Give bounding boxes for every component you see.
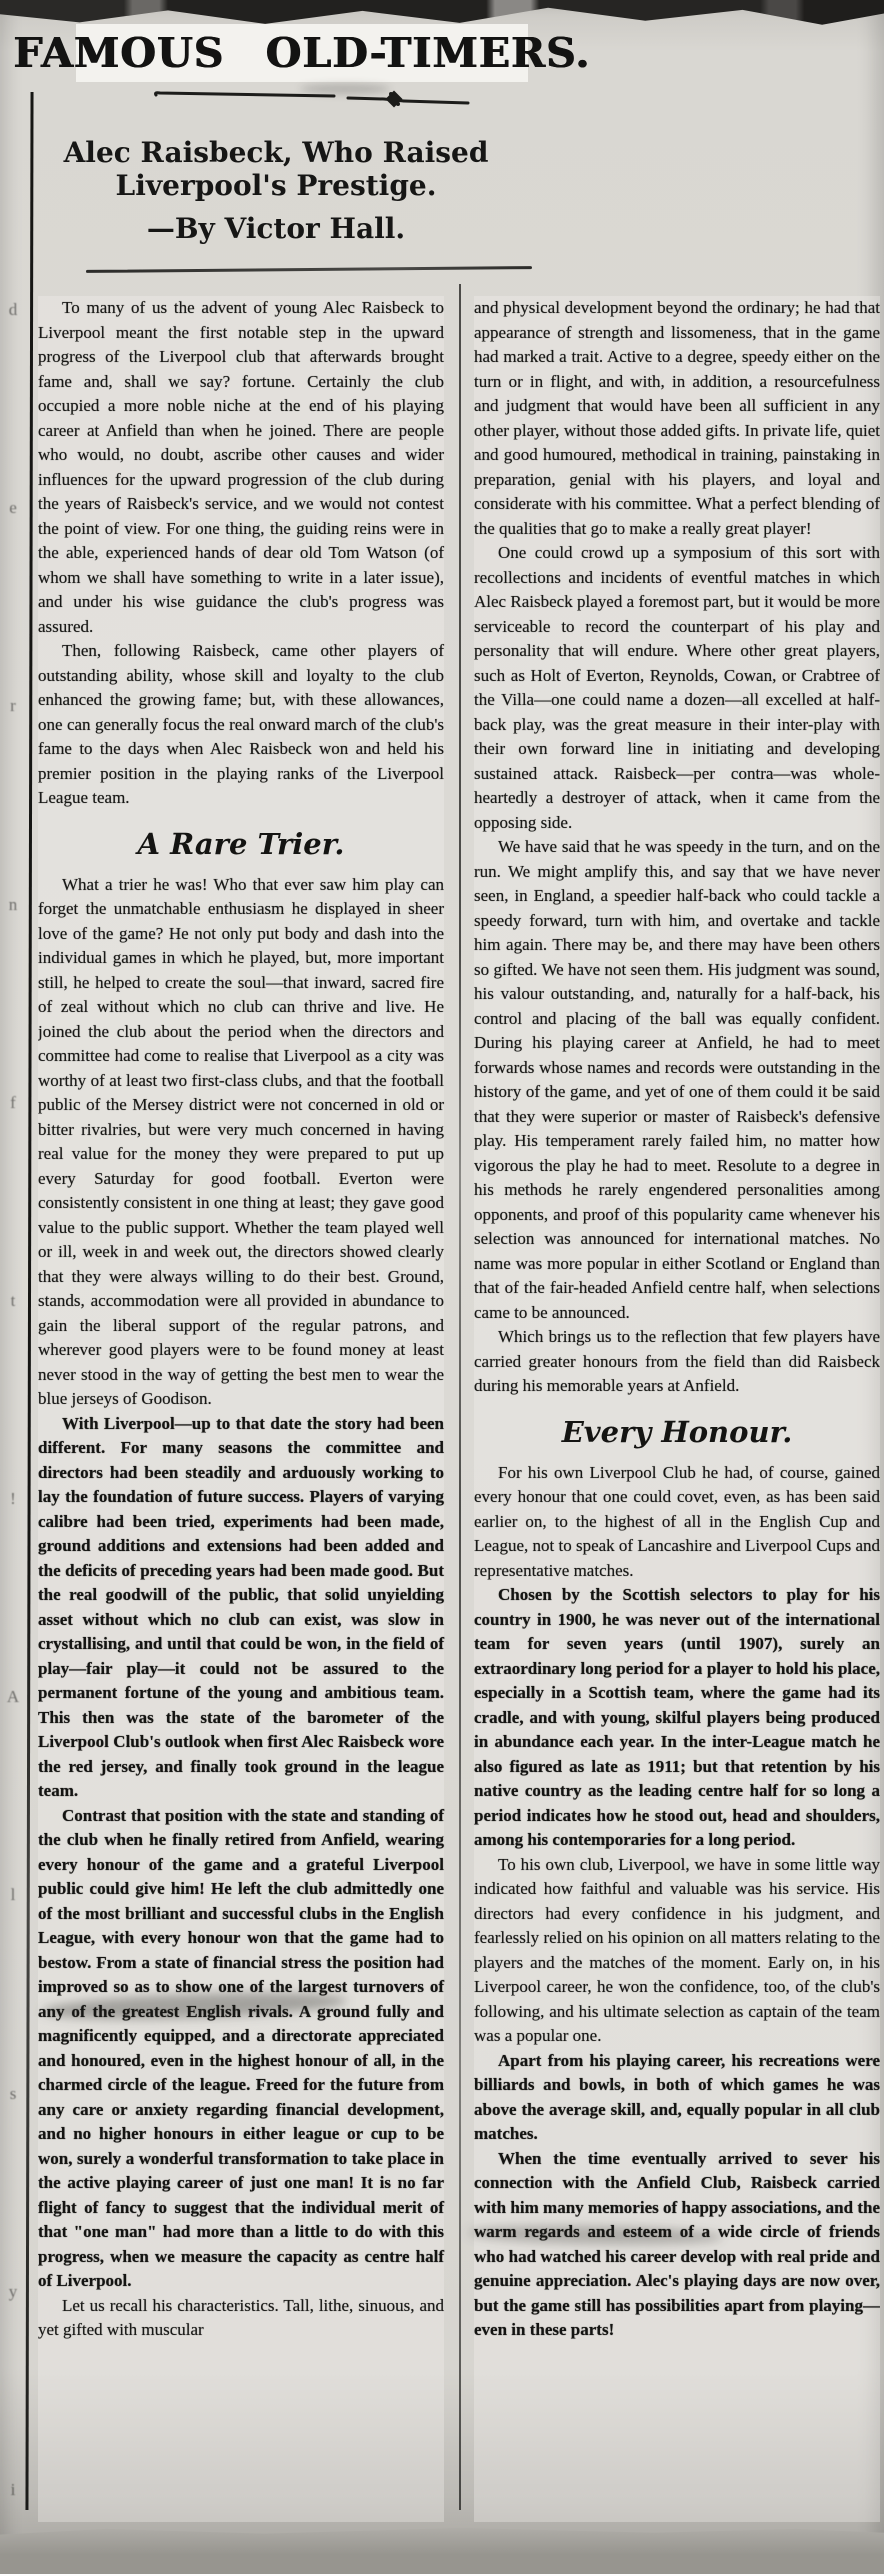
margin-fragment: r <box>10 696 16 716</box>
article-paragraph: Then, following Raisbeck, came other players of outstanding ability, whose skill and loyalty to the club enhanced the growing fame; but, with these allowances, one can generally focus the real onward march of the club's fame to the days when Alec Raisbeck won and held his premier position in the playing ranks of the Liverpool League team. <box>38 641 444 807</box>
article-paragraph: What a trier he was! Who that ever saw him play can forget the unmatchable enthusiasm he displayed in sheer love of the game? He not only put body and dash into the individual games in which he played, but, more important still, he helped to create the soul—that inward, sacred fire of zeal without which no club can thrive and live. He joined the club about the period when the directors and committee had come to realise that Liverpool as a city was worthy of at least two first-class clubs, and that the football public of the Mersey district were not concerned in old or bitter rivalries, but were very much concerned in having real value for the money they were prepared to put up every Saturday for good football. Everton were consistently consistent in one thing at least; they gave good value to the public support. Whether the team played well or ill, week in and week out, the directors showed clearly that they were always willing to do their best. Ground, stands, accommodation were all provided in abundance to gain the liberal support of the regular patrons, and wherever good players were to be found money at least never stood in the way of getting the best men to wear the blue jerseys of Goodison. <box>38 874 444 1408</box>
article-paragraph: Chosen by the Scottish selectors to play for his country in 1900, he was never out of the international team for seven years (until 1907), surely an extraordinary long period for a player to hold his place, especially in a Scottish team, where the game had its cradle, and with young, skilful players being produced in abundance each year. In the inter-League match he also figured as late as 1911; but that retention by his native country as the leading centre half for so long a period indicates how he stood out, head and shoulders, among his contemporaries for a long period. <box>474 1585 880 1849</box>
subtitle-rule <box>86 266 532 273</box>
article-paragraph: For his own Liverpool Club he had, of course, gained every honour that one could covet, even, as has been said earlier on, to the highest of all in the English Cup and League, not to speak of Lancashire and Liverpool Cups and representative matches. <box>474 1462 880 1580</box>
article-paragraph: Which brings us to the reflection that few players have carried greater honours from the field than did Raisbeck during his memorable years at Anfield. <box>474 1327 880 1395</box>
margin-fragment: n <box>8 894 18 914</box>
margin-fragment: ! <box>10 1489 16 1509</box>
subtitle-line: Alec Raisbeck, Who Raised Liverpool's Prestige. <box>63 136 489 202</box>
margin-text-fragments <box>3 300 23 2500</box>
section-heading-every-honour: Every Honour. <box>561 1414 793 1449</box>
margin-fragment: f <box>10 1092 16 1112</box>
article-column-right <box>474 296 880 2522</box>
left-column-rule <box>25 92 33 2510</box>
article-paragraph: When the time eventually arrived to sever his connection with the Anfield Club, Raisbeck carried with him many memories of happy associations, and the warm regards and esteem of a wide circle of friends who had watched his career develop with real pride and genuine appreciation. Alec's playing days are now over, but the game still has possibilities apart from playing—even in these parts! <box>474 2148 880 2339</box>
byline: —By Victor Hall. <box>146 212 406 245</box>
article-body <box>38 296 880 2522</box>
article-column-left <box>38 296 444 2522</box>
page-title: FAMOUS OLD-TIMERS. <box>13 29 591 77</box>
margin-fragment: l <box>10 1885 16 1905</box>
article-paragraph: Let us recall his characteristics. Tall, lithe, sinuous, and yet gifted with muscular <box>38 2295 444 2339</box>
margin-fragment: e <box>9 498 17 518</box>
margin-fragment: s <box>9 2083 17 2103</box>
margin-fragment: y <box>8 2281 18 2301</box>
article-subtitle <box>18 136 534 245</box>
section-heading-a-rare-trier: A Rare Trier. <box>137 826 345 861</box>
article-paragraph: Contrast that position with the state and standing of the club when he finally retired from Anfield, wearing every honour of the game and a grateful Liverpool public could give him! He left the club admittedly one of the most brilliant and successful clubs in the English League, with every honour won that the game had to bestow. From a state of financial stress the position had improved so as to show one of the largest turnovers of any of the greatest English rivals. A ground fully and magnificently equipped, and a directorate appreciated and honoured, even in the highest honour of all, in the charmed circle of the league. Freed for the future from any care or anxiety regarding financial development, and no higher honours in either league or cup to be won, surely a wonderful transformation to take place in the active playing career of just one man! It is no far flight of fancy to suggest that the individual merit of that "one man" had more than a little to do with this progress, when we measure the capacity as centre half of Liverpool. <box>38 1805 444 2290</box>
article-paragraph: To his own club, Liverpool, we have in some little way indicated how faithful and valuable was his service. His directors had every confidence in his judgment, and fearlessly relied on his opinion on all matters relating to the players and the matches of the moment. Early on, in his Liverpool career, he won the confidence, too, of the club's following, and his ultimate selection as captain of the team was a popular one. <box>474 1854 880 2045</box>
margin-fragment: d <box>8 300 18 319</box>
article-paragraph: Apart from his playing career, his recreations were billiards and bowls, in both of which games he was above the average skill, and, equally popular in all club matches. <box>474 2050 880 2143</box>
article-paragraph: With Liverpool—up to that date the story had been different. For many seasons the committee and directors had been steadily and arduously working to lay the foundation of future success. Players of varying calibre had been tried, experiments had been made, ground additions and extensions had been added and the deficits of preceding years had been made good. But the real goodwill of the public, that solid unyielding asset without which no club can exist, was slow in crystallising, and until that could be won, in the field of play—fair play—it could not be assured to the permanent fortune of the young and ambitious team. This then was the state of the barometer of the Liverpool Club's outlook when first Alec Raisbeck wore the red jersey, and finally took ground in the league team. <box>38 1413 444 1800</box>
masthead <box>13 24 591 82</box>
article-paragraph: and physical development beyond the ordinary; he had that appearance of strength and lissomeness, that in the game had marked a trait. Active to a degree, speedy either on the turn or in flight, and with, in addition, a resourcefulness and judgment that would have been all sufficient in any other player, without those added gifts. In private life, quiet and good humoured, methodical in training, painstaking in preparation, genial with his players, and loyal and considerate with his committee. What a perfect blending of the qualities that go to make a really great player! <box>474 298 880 538</box>
divider-ornament-icon <box>152 86 472 108</box>
margin-fragment: A <box>6 1687 20 1707</box>
margin-fragment: t <box>10 1290 16 1310</box>
margin-fragment: i <box>10 2479 16 2499</box>
torn-paper-edge <box>0 0 884 26</box>
article-paragraph: One could crowd up a symposium of this sort with recollections and incidents of eventful matches in which Alec Raisbeck played a foremost part, but it would be more serviceable to record the counterpart of his play and personality that will endure. Where other great players, such as Holt of Everton, Reynolds, Cowan, or Crabtree of the Villa—one could name a dozen—all excelled at half-back play, was the great measure in their inter-play with their own forward line in initiating and developing sustained attack. Raisbeck—per contra—was whole-heartedly a destroyer of attack, when it came from the opposing side. <box>474 543 880 832</box>
article-paragraph: We have said that he was speedy in the turn, and on the run. We might amplify this, and say that we have never seen, in England, a speedier half-back who could tackle a speedy forward, turn with him, and overtake and tackle him again. There may be, and there may have been others so gifted. We have not seen them. His judgment was sound, his valour outstanding, and, naturally for a half-back, his control and placing of the ball was equally confident. During his playing career at Anfield, he had to meet forwards whose names and records were outstanding in the history of the game, and yet of one of them could it be said that they were superior or master of Raisbeck's defensive play. His temperament rarely failed him, no matter how vigorous the play he had to meet. Resolute to a degree in his methods he rarely engendered personalities among opponents, and proof of this popularity came whenever his selection was announced for international matches. No name was more popular in either Scotland or England than that of the fair-headed Anfield centre half, when selections came to be announced. <box>474 837 880 1322</box>
article-paragraph: To many of us the advent of young Alec Raisbeck to Liverpool meant the first notable step in the upward progress of the Liverpool club that afterwards brought fame and, shall we say? fortune. Certainly the club occupied a more noble niche at the end of his playing career at Anfield than when he joined. There are people who would, no doubt, ascribe other causes and wider influences for the upward progression of the club during the years of Raisbeck's service, and we would not contest the point of view. For one thing, the guiding reins were in the able, experienced hands of dear old Tom Watson (of whom we shall have something to write in a later issue), and under his wise guidance the club's progress was assured. <box>38 298 444 636</box>
bottom-paper-edge <box>0 2526 884 2574</box>
